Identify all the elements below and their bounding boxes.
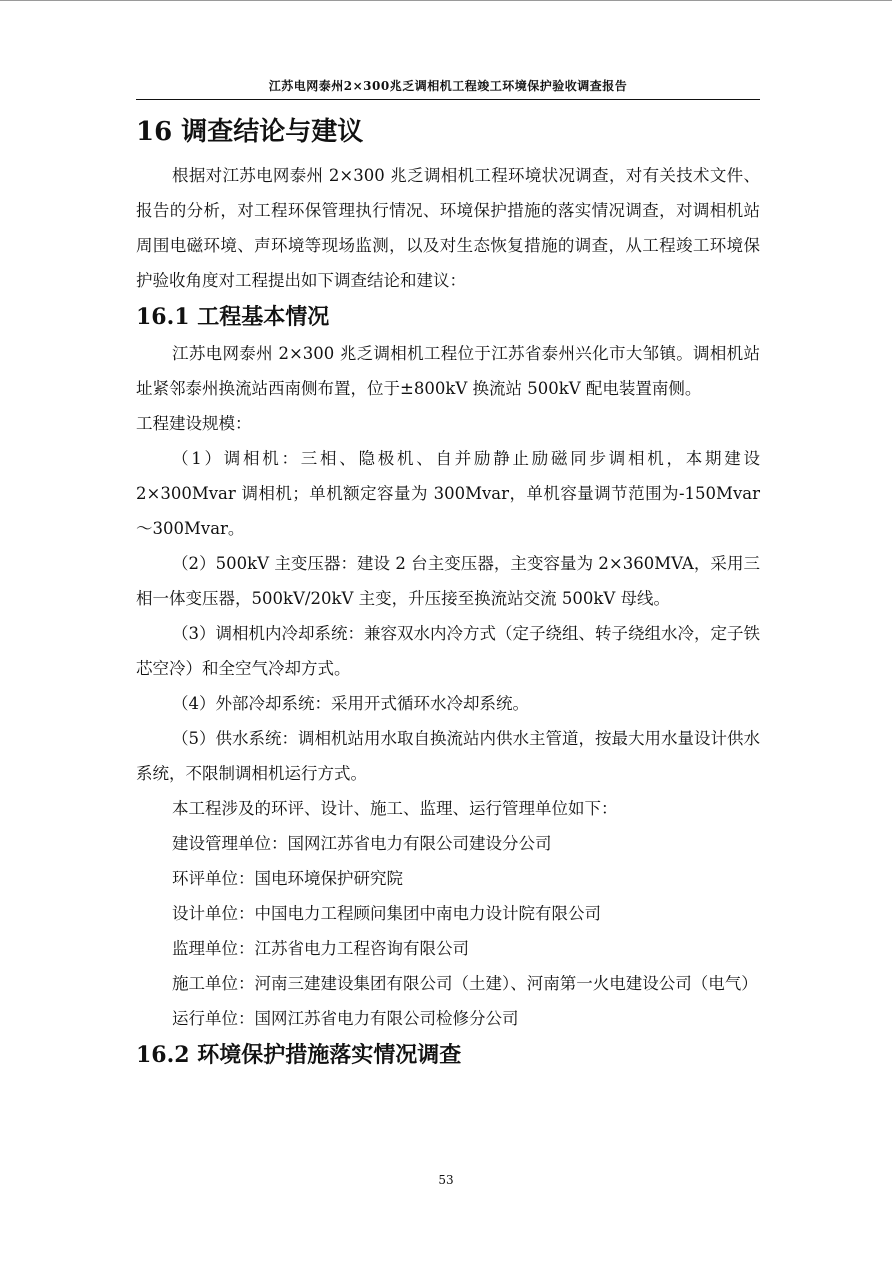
unit-eia: 环评单位：国电环境保护研究院 [172,869,403,888]
scale-item-1: （1）调相机：三相、隐极机、自并励静止励磁同步调相机，本期建设 2×300Mvar 调相机；单机额定容量为 300Mvar，单机容量调节范围为-150Mvar～300Mvar。 [136,449,760,538]
header-rule [136,99,760,100]
running-header-title: 江苏电网泰州2×300兆乏调相机工程竣工环境保护验收调查报告 [268,79,628,93]
units-intro: 本工程涉及的环评、设计、施工、监理、运行管理单位如下： [172,799,618,818]
subsection-heading-16-2: 16.2 环境保护措施落实情况调查 [136,1042,462,1068]
section-intro: 根据对江苏电网泰州 2×300 兆乏调相机工程环境状况调查，对有关技术文件、报告的分析，对工程环保管理执行情况、环境保护措施的落实情况调查，对调相机站周围电磁环境、声环境等现场监测，以及对生态恢复措施的调查，从工程竣工环境保护验收角度对工程提出如下调查结论和建议： [136,166,760,290]
unit-construction-management: 建设管理单位：国网江苏省电力有限公司建设分公司 [172,834,552,853]
unit-construction: 施工单位：河南三建建设集团有限公司（土建）、河南第一火电建设公司（电气） [172,974,758,993]
project-location-paragraph: 江苏电网泰州 2×300 兆乏调相机工程位于江苏省泰州兴化市大邹镇。调相机站址紧邻泰州换流站西南侧布置，位于±800kV 换流站 500kV 配电装置南侧。 [136,344,760,398]
scale-item-5: （5）供水系统：调相机站用水取自换流站内供水主管道，按最大用水量设计供水系统，不限制调相机运行方式。 [136,729,760,783]
unit-design: 设计单位：中国电力工程顾问集团中南电力设计院有限公司 [172,904,601,923]
page-number: 53 [438,1173,454,1187]
subsection-heading-16-1: 16.1 工程基本情况 [136,304,330,330]
unit-supervision: 监理单位：江苏省电力工程咨询有限公司 [172,939,469,958]
page-top-border [0,0,892,1]
scale-item-4: （4）外部冷却系统：采用开式循环水冷却系统。 [172,694,529,713]
construction-scale-label: 工程建设规模： [136,414,252,433]
scale-item-2: （2）500kV 主变压器：建设 2 台主变压器，主变容量为 2×360MVA，采用三相一体变压器，500kV/20kV 主变，升压接至换流站交流 500kV 母线。 [136,554,760,608]
scale-item-3: （3）调相机内冷却系统：兼容双水内冷方式（定子绕组、转子绕组水冷，定子铁芯空冷）和全空气冷却方式。 [136,624,760,678]
section-heading: 16 调查结论与建议 [136,117,364,147]
page-body [136,110,760,1074]
unit-operation: 运行单位：国网江苏省电力有限公司检修分公司 [172,1009,519,1028]
